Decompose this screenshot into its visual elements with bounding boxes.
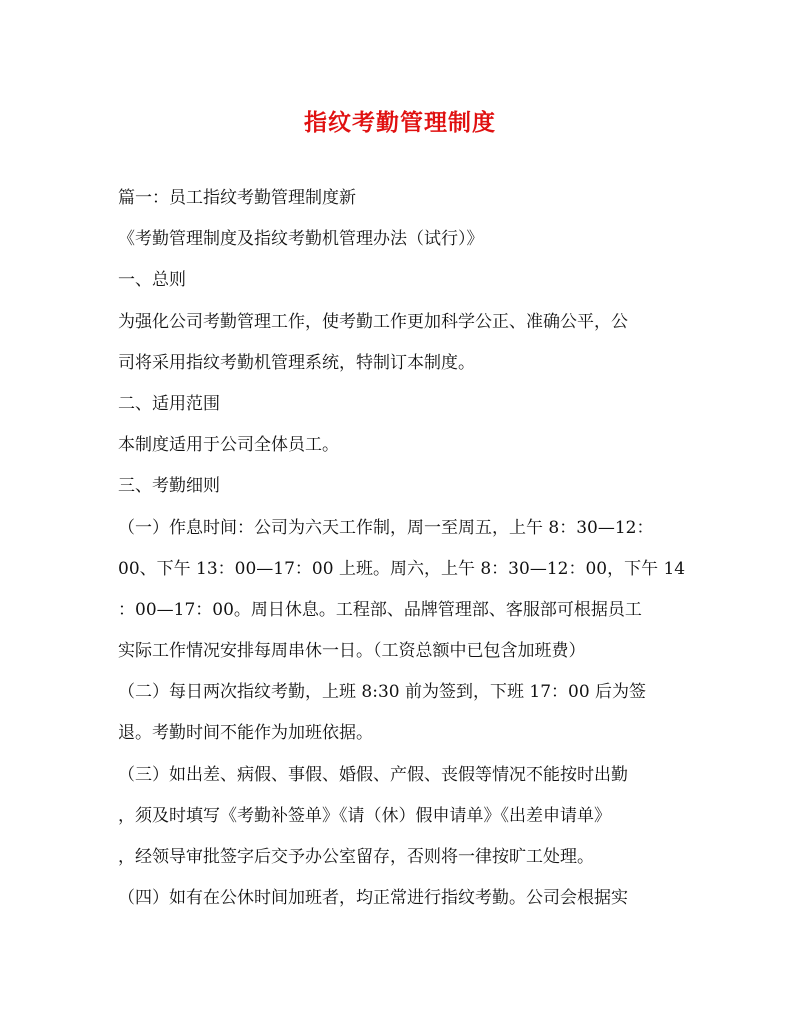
section-heading-scope: 二、适用范围	[118, 393, 220, 414]
paragraph-line: （四）如有在公休时间加班者，均正常进行指纹考勤。公司会根据实	[118, 888, 628, 909]
paragraph-line: （二）每日两次指纹考勤，上班 8:30 前为签到，下班 17：00 后为签	[118, 682, 647, 703]
paragraph-line: 实际工作情况安排每周串休一日。（工资总额中已包含加班费）	[118, 641, 586, 662]
paragraph-line: （三）如出差、病假、事假、婚假、产假、丧假等情况不能按时出勤	[118, 764, 628, 785]
heading-article-one: 篇一：员工指纹考勤管理制度新	[118, 188, 356, 208]
paragraph-line: 00、下午 13：00—17：00 上班。周六，上午 8：30—12：00，下午 14	[118, 558, 686, 579]
paragraph-line: ，须及时填写《考勤补签单》《请（休）假申请单》《出差申请单》	[118, 805, 611, 826]
paragraph-line: （一）作息时间：公司为六天工作制，周一至周五，上午 8：30—12：	[118, 517, 654, 538]
paragraph-line: ：00—17：00。周日休息。工程部、品牌管理部、客服部可根据员工	[118, 599, 642, 620]
section-heading-rules: 三、考勤细则	[118, 476, 220, 497]
paragraph-line: 退。考勤时间不能作为加班依据。	[118, 723, 373, 744]
paragraph-line: ，经领导审批签字后交予办公室留存，否则将一律按旷工处理。	[118, 847, 594, 867]
paragraph-line: 为强化公司考勤管理工作，使考勤工作更加科学公正、准确公平，公	[118, 311, 628, 332]
document-title: 指纹考勤管理制度	[304, 109, 496, 136]
section-heading-general: 一、总则	[118, 270, 186, 291]
paragraph-line: 司将采用指纹考勤机管理系统，特制订本制度。	[118, 352, 475, 373]
document-subtitle: 《考勤管理制度及指纹考勤机管理办法（试行）》	[118, 229, 484, 250]
document-body	[118, 178, 686, 919]
paragraph-line: 本制度适用于公司全体员工。	[118, 435, 339, 456]
